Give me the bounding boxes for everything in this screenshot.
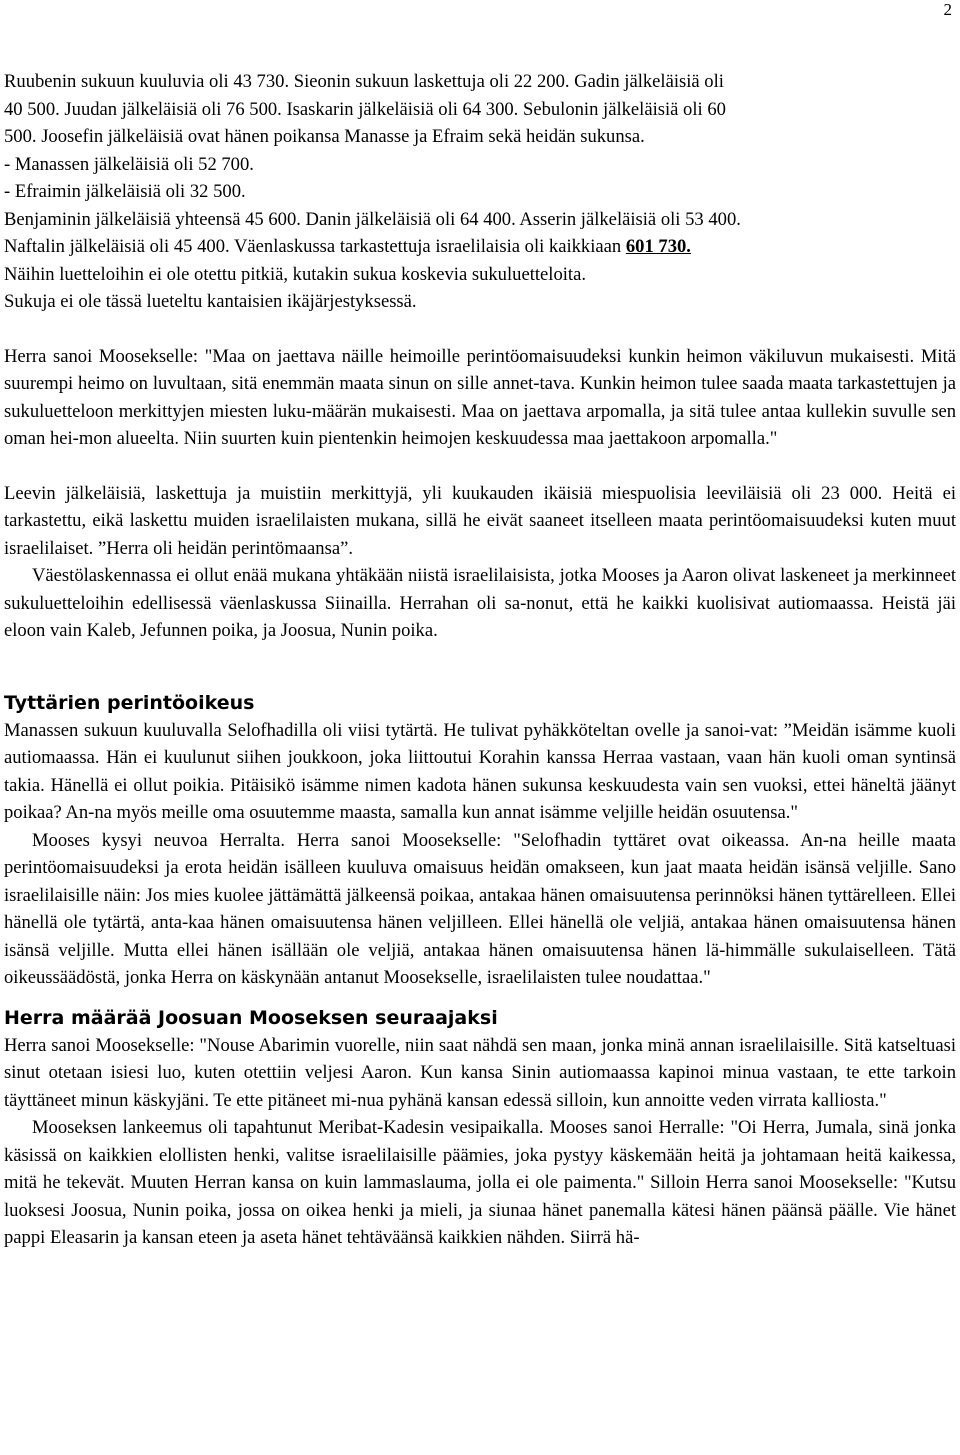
census-note: Sukuja ei ole tässä lueteltu kantaisien ikäjärjestyksessä. [4,291,417,312]
census-note: Näihin luetteloihin ei ole otettu pitkiä, kutakin sukua koskevia sukuluetteloita. [4,263,586,285]
census-total-value: 601 730. [625,236,691,257]
census-paragraph: Väestölaskennassa ei ollut enää mukana yhtäkään niistä israelilaisista, jotka Mooses ja Aaron olivat laskeneet ja merkinneet sukuluetteloihin edellisessä väenlaskussa Siinailla. Herrahan oli sa-nonut, että he kaikki kuolisivat autiomaassa. Heistä jäi eloon vain Kaleb, Jefunnen poika, ja Joosua, Nunin poika. [4,565,956,641]
census-line: Benjaminin jälkeläisiä yhteensä 45 600. Danin jälkeläisiä oli 64 400. Asserin jälkeläisiä oli 53 400. [4,208,741,230]
census-line: - Efraimin jälkeläisiä oli 32 500. [4,181,246,202]
land-division-paragraph: Herra sanoi Moosekselle: "Maa on jaettava näille heimoille perintöomaisuudeksi kunkin heimon väkiluvun mukaisesti. Mitä suurempi heimo on luvultaan, sitä enemmän maata sinun on sille annet-tava. Kunkin heimon tulee saada maata tarkastettujen ja sukuluetteloon merkittyjen miesten luku-määrän mukaisesti. Maa on jaettava arpomalla, ja sitä tulee antaa kullekin suvulle sen oman hei-mon alueelta. Niin suurten kuin pientenkin heimojen keskuudessa maa jaettakoon arpomalla." [4,345,956,449]
census-total-line [4,233,956,261]
census-line: 500. Joosefin jälkeläisiä ovat hänen poikansa Manasse ja Efraim sekä heidän sukunsa. [4,126,645,147]
tribe-census-list [4,68,956,316]
document-body [4,68,956,1252]
census-line: - Manassen jälkeläisiä oli 52 700. [4,153,254,175]
abarim-paragraph: Herra sanoi Moosekselle: "Nouse Abarimin vuorelle, niin saat nähdä sen maan, jonka minä annan israelilaisille. Sitä katseltuasi sinut otetaan isiesi luo, kuten otettiin veljesi Aaron. Kun kansa Sinin autiomaassa kapinoi minua vastaan, te ette tarkoin täyttäneet minun käskyjäni. Te ette pitäneet mi-nua pyhänä kansan edessä silloin, kun annoitte veden virrata kalliosta." [4,1034,956,1111]
inheritance-law-paragraph: Mooses kysyi neuvoa Herralta. Herra sanoi Moosekselle: "Selofhadin tyttäret ovat oikeassa. An-na heille maata perintöomaisuudeksi ja erota heidän isälleen kuuluva omaisuus heidän omakseen, kun jaat maata heidän isänsä veljille. Sano israelilaisille näin: Jos mies kuolee jättämättä jälkeensä poikaa, antakaa hänen omaisuutensa perinnöksi hänen tyttärelleen. Ellei hänellä ole tytärtä, anta-kaa hänen omaisuutensa hänen veljilleen. Ellei hänellä ole veljiä, antakaa hänen omaisuutensa hänen isänsä veljille. Mutta ellei hänen isällään ole veljiä, antakaa hänen omaisuutensa hänen lä-himmälle sukulaiselleen. Tätä oikeussäädöstä, jonka Herra on käskynään antanut Moosekselle, israelilaisten tulee noudattaa." [4,829,956,988]
section-heading-daughters: Tyttärien perintöoikeus [4,691,255,714]
section-heading-joshua: Herra määrää Joosuan Mooseksen seuraajaksi [4,1006,498,1029]
census-total-text: Naftalin jälkeläisiä oli 45 400. Väenlaskussa tarkastettuja israelilaisia oli kaikkiaan [4,236,626,257]
census-line: 40 500. Juudan jälkeläisiä oli 76 500. Isaskarin jälkeläisiä oli 64 300. Sebulonin jälkeläisiä oli 60 [4,98,726,120]
page-number: 2 [943,0,952,19]
successor-paragraph: Mooseksen lankeemus oli tapahtunut Meribat-Kadesin vesipaikalla. Mooses sanoi Herralle: "Oi Herra, Jumala, sinä jonka käsissä on kaikkien elollisten henki, valitse israelilaisille päämies, joka pystyy käskemään heitä ja johtamaan heitä kaikessa, mitä he tekevät. Muuten Herran kansa on kuin lammaslauma, jolla ei ole paimenta." Silloin Herra sanoi Moosekselle: "Kutsu luoksesi Joosua, Nunin poika, jossa on oikea henki ja mieli, ja siunaa hänet panemalla kätesi hänen päänsä päälle. Vie hänet pappi Eleasarin ja kansan eteen ja aseta hänet tehtäväänsä kaikkien nähden. Siirrä hä- [4,1117,956,1248]
daughters-paragraph: Manassen sukuun kuuluvalla Selofhadilla oli viisi tytärtä. He tulivat pyhäkköteltan ovelle ja sanoi-vat: ”Meidän isämme kuoli autiomaassa. Hän ei kuulunut siihen joukkoon, joka liittoutui Korahin kanssa Herraa vastaan, vaan hän kuoli oman syntinsä takia. Hänellä ei ollut poikia. Pitäisikö isämme nimen kadota hänen sukunsa keskuudesta vain sen vuoksi, ettei häneltä jäänyt poikaa? An-na myös meille oma osuutemme maasta, samalla kun annat isämme veljille heidän osuutensa." [4,719,956,823]
census-line: Ruubenin sukuun kuuluvia oli 43 730. Sieonin sukuun laskettuja oli 22 200. Gadin jälkeläisiä oli [4,71,724,92]
levites-paragraph: Leevin jälkeläisiä, laskettuja ja muistiin merkittyjä, yli kuukauden ikäisiä miespuolisia leeviläisiä oli 23 000. Heitä ei tarkastettu, eikä laskettu muiden israelilaisten mukana, sillä he eivät saaneet itselleen maata perintöomaisuudeksi kuten muut israelilaiset. ”Herra oli heidän perintömaansa”. [4,482,956,559]
